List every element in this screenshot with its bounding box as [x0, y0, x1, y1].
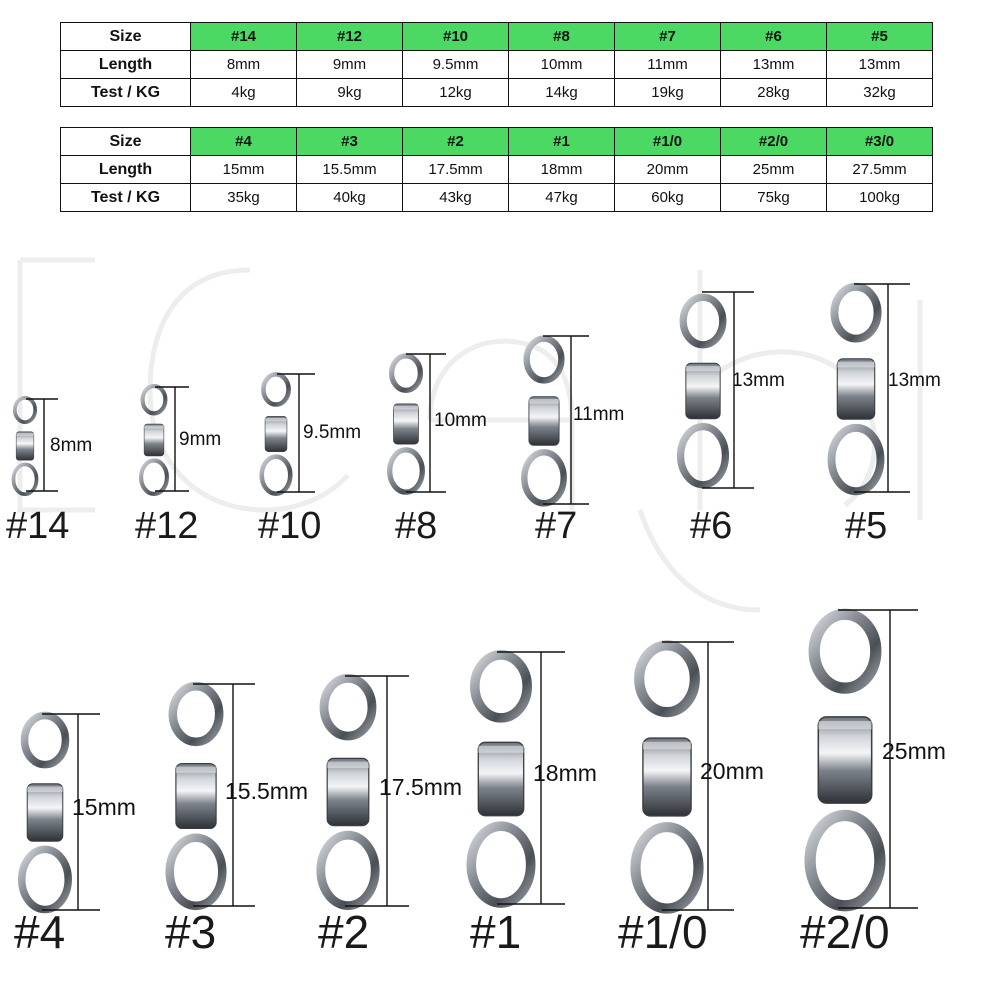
dimension-label: 13mm [888, 370, 941, 391]
table-cell: 25mm [721, 156, 827, 184]
swivel-item-2-0 [790, 606, 946, 914]
table-row [61, 156, 933, 184]
dimension-label: 11mm [573, 404, 625, 425]
size-label-10: #10 [258, 505, 322, 547]
table-cell: 32kg [827, 79, 933, 107]
size-label-2-0: #2/0 [800, 906, 890, 958]
spec-table-large-sizes [60, 127, 933, 212]
row-header: Length [61, 156, 191, 184]
product-row-large [0, 600, 1000, 980]
size-label-6: #6 [690, 505, 733, 547]
table-cell: 27.5mm [827, 156, 933, 184]
size-label-14: #14 [6, 505, 70, 547]
table-cell: #7 [615, 23, 721, 51]
swivel-item-1 [455, 648, 597, 910]
table-cell: 17.5mm [403, 156, 509, 184]
row-header: Size [61, 23, 191, 51]
size-label-2: #2 [318, 906, 370, 958]
swivel-item-3 [155, 680, 309, 912]
table-row [61, 51, 933, 79]
dimension-label: 9mm [179, 429, 222, 450]
table-cell: 20mm [615, 156, 721, 184]
size-label-4: #4 [14, 906, 66, 958]
size-label-3: #3 [165, 906, 217, 958]
table-cell: 15.5mm [297, 156, 403, 184]
table-cell: #8 [509, 23, 615, 51]
swivel-item-1-0 [618, 638, 764, 916]
table-cell: 60kg [615, 184, 721, 212]
table-row [61, 79, 933, 107]
table-cell: #2 [403, 128, 509, 156]
table-cell: #1 [509, 128, 615, 156]
table-cell: 100kg [827, 184, 933, 212]
row-header: Size [61, 128, 191, 156]
size-label-12: #12 [135, 505, 199, 547]
table-cell: 9kg [297, 79, 403, 107]
table-cell: 15mm [191, 156, 297, 184]
table-cell: #3 [297, 128, 403, 156]
spec-tables [60, 22, 933, 212]
table-cell: 8mm [191, 51, 297, 79]
swivel-item-10 [255, 370, 362, 498]
table-cell: 35kg [191, 184, 297, 212]
dimension-label: 13mm [732, 370, 785, 391]
table-cell: #6 [721, 23, 827, 51]
spec-table-small-sizes [60, 22, 933, 107]
table-cell: #3/0 [827, 128, 933, 156]
swivel-item-14 [8, 395, 93, 497]
dimension-label: 8mm [50, 435, 93, 456]
table-cell: 19kg [615, 79, 721, 107]
table-cell: #12 [297, 23, 403, 51]
product-row-small [0, 270, 1000, 560]
table-cell: 12kg [403, 79, 509, 107]
size-label-5: #5 [845, 505, 888, 547]
table-cell: #14 [191, 23, 297, 51]
table-cell: 18mm [509, 156, 615, 184]
table-cell: 13mm [827, 51, 933, 79]
table-cell: 47kg [509, 184, 615, 212]
swivel-item-6 [670, 288, 785, 494]
table-row [61, 23, 933, 51]
size-label-1-0: #1/0 [618, 906, 708, 958]
dimension-label: 18mm [533, 760, 597, 786]
dimension-label: 9.5mm [303, 422, 362, 443]
table-cell: #1/0 [615, 128, 721, 156]
dimension-label: 15.5mm [225, 778, 309, 804]
row-header: Test / KG [61, 184, 191, 212]
size-label-7: #7 [535, 505, 578, 547]
table-cell: 75kg [721, 184, 827, 212]
table-cell: #10 [403, 23, 509, 51]
swivel-item-12 [135, 383, 222, 497]
dimension-label: 25mm [882, 738, 946, 764]
dimension-label: 10mm [434, 410, 487, 431]
table-cell: #2/0 [721, 128, 827, 156]
size-label-1: #1 [470, 906, 522, 958]
table-cell: 13mm [721, 51, 827, 79]
dimension-label: 20mm [700, 758, 764, 784]
table-cell: #5 [827, 23, 933, 51]
table-cell: 40kg [297, 184, 403, 212]
table-cell: 11mm [615, 51, 721, 79]
row-header: Length [61, 51, 191, 79]
table-cell: 9.5mm [403, 51, 509, 79]
dimension-label: 15mm [72, 794, 136, 820]
table-row [61, 184, 933, 212]
swivel-item-5 [820, 280, 941, 498]
swivel-item-2 [305, 672, 463, 912]
table-row [61, 128, 933, 156]
table-cell: #4 [191, 128, 297, 156]
swivel-item-4 [8, 710, 136, 915]
table-cell: 43kg [403, 184, 509, 212]
swivel-item-7 [515, 332, 625, 510]
swivel-item-8 [382, 350, 487, 498]
size-label-8: #8 [395, 505, 438, 547]
table-cell: 28kg [721, 79, 827, 107]
dimension-label: 17.5mm [379, 774, 463, 800]
table-cell: 10mm [509, 51, 615, 79]
table-cell: 14kg [509, 79, 615, 107]
row-header: Test / KG [61, 79, 191, 107]
table-cell: 9mm [297, 51, 403, 79]
table-cell: 4kg [191, 79, 297, 107]
